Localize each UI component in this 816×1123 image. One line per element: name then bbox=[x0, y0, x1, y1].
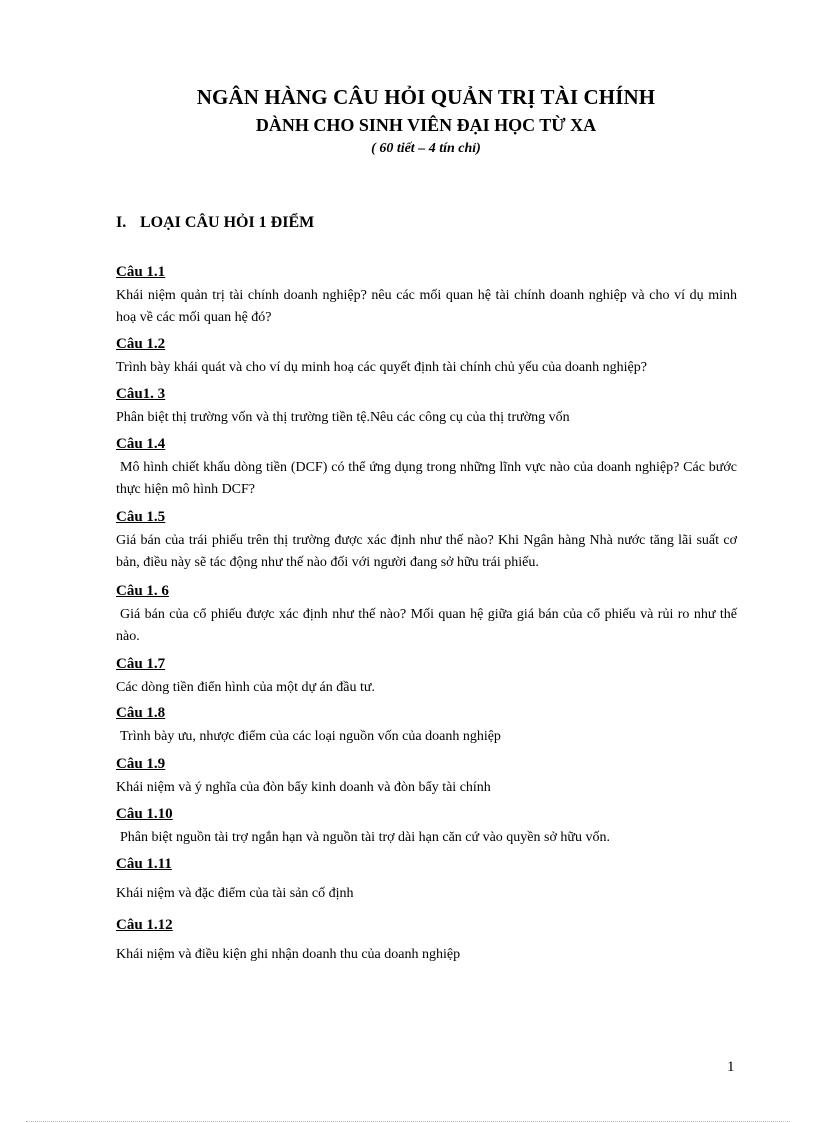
question-item bbox=[116, 704, 737, 748]
question-text: Khái niệm và ý nghĩa của đòn bẩy kinh doanh và đòn bẩy tài chính bbox=[116, 780, 491, 795]
question-label: Câu 1.10 bbox=[116, 806, 173, 822]
question-item bbox=[116, 755, 737, 799]
question-label: Câu 1.5 bbox=[116, 509, 166, 525]
section-heading bbox=[116, 213, 314, 233]
question-text: Trình bày khái quát và cho ví dụ minh hoạ các quyết định tài chính chủ yếu của doanh nghiệp? bbox=[116, 360, 647, 375]
question-item bbox=[116, 655, 737, 699]
section-title: LOẠI CÂU HỎI 1 ĐIỂM bbox=[140, 214, 315, 231]
question-label: Câu 1.8 bbox=[116, 705, 166, 721]
credits-note: ( 60 tiết – 4 tín chỉ) bbox=[371, 141, 481, 156]
question-label: Câu 1. 6 bbox=[116, 583, 169, 599]
question-label: Câu 1.2 bbox=[116, 336, 166, 352]
question-item bbox=[116, 582, 737, 648]
question-label: Câu 1.12 bbox=[116, 917, 173, 933]
question-text: Khái niệm quản trị tài chính doanh nghiệp? nêu các mối quan hệ tài chính doanh nghiệp và cho ví dụ minh hoạ về các mối quan hệ đó? bbox=[116, 288, 737, 325]
question-text: Khái niệm và đặc điểm của tài sản cố định bbox=[116, 886, 354, 901]
question-item bbox=[116, 805, 737, 849]
question-text: Giá bán của cổ phiếu được xác định như thế nào? Mối quan hệ giữa giá bán của cổ phiếu và rủi ro như thế nào. bbox=[116, 607, 737, 644]
question-text: Mô hình chiết khấu dòng tiền (DCF) có thể ứng dụng trong những lĩnh vực nào của doanh nghiệp? Các bước thực hiện mô hình DCF? bbox=[116, 460, 737, 497]
question-label: Câu 1.1 bbox=[116, 264, 166, 280]
document-title: NGÂN HÀNG CÂU HỎI QUẢN TRỊ TÀI CHÍNH bbox=[196, 85, 656, 109]
question-label: Câu 1.11 bbox=[116, 856, 172, 872]
question-item bbox=[116, 385, 737, 429]
question-item bbox=[116, 508, 737, 574]
section-number: I. bbox=[116, 214, 127, 231]
question-text: Khái niệm và điều kiện ghi nhận doanh thu của doanh nghiệp bbox=[116, 947, 461, 962]
question-label: Câu 1.7 bbox=[116, 656, 166, 672]
question-item bbox=[116, 335, 737, 379]
question-item bbox=[116, 916, 737, 966]
question-text: Trình bày ưu, nhược điểm của các loại nguồn vốn của doanh nghiệp bbox=[120, 729, 501, 744]
question-text: Phân biệt thị trường vốn và thị trường tiền tệ.Nêu các công cụ của thị trường vốn bbox=[116, 410, 570, 425]
question-text: Phân biệt nguồn tài trợ ngắn hạn và nguồn tài trợ dài hạn căn cứ vào quyền sở hữu vốn. bbox=[120, 830, 610, 845]
title-block bbox=[0, 84, 816, 159]
page-number: 1 bbox=[727, 1059, 735, 1075]
question-item bbox=[116, 263, 737, 329]
question-label: Câu1. 3 bbox=[116, 386, 166, 402]
question-text: Giá bán của trái phiếu trên thị trường được xác định như thế nào? Khi Ngân hàng Nhà nước tăng lãi suất cơ bản, điều này sẽ tác động như thế nào đối với người đang sở hữu trái phiếu. bbox=[116, 533, 737, 570]
document-subtitle: DÀNH CHO SINH VIÊN ĐẠI HỌC TỪ XA bbox=[255, 115, 597, 135]
question-item bbox=[116, 855, 737, 905]
question-label: Câu 1.4 bbox=[116, 436, 166, 452]
question-item bbox=[116, 435, 737, 501]
page-bottom-divider bbox=[26, 1121, 790, 1122]
question-text: Các dòng tiền điển hình của một dự án đầu tư. bbox=[116, 680, 375, 695]
question-label: Câu 1.9 bbox=[116, 756, 166, 772]
